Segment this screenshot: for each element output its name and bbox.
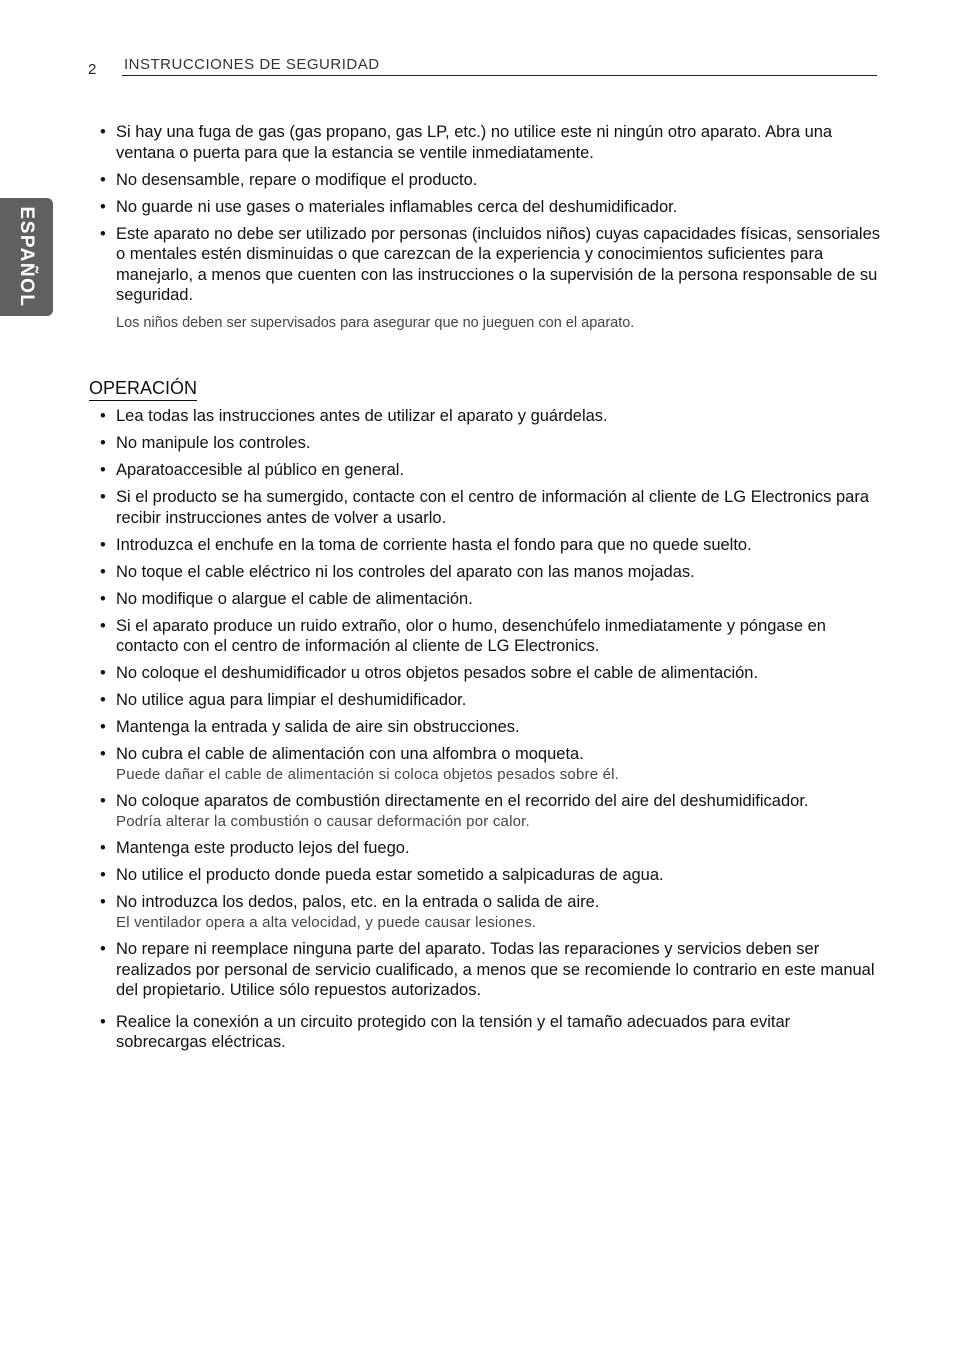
- bullet-icon: •: [100, 434, 106, 452]
- operation-list: [100, 406, 880, 1053]
- list-item: [100, 892, 880, 933]
- bullet-icon: •: [100, 664, 106, 682]
- item-text: No modifique o alargue el cable de alimentación.: [116, 589, 473, 608]
- item-text: No utilice agua para limpiar el deshumidificador.: [116, 691, 467, 709]
- item-text: Aparatoaccesible al público en general.: [116, 461, 405, 479]
- bullet-icon: •: [100, 589, 106, 608]
- bullet-icon: •: [100, 792, 106, 810]
- bullet-icon: •: [100, 123, 106, 141]
- list-item: [100, 690, 880, 711]
- item-text: No coloque el deshumidificador u otros objetos pesados sobre el cable de alimentación.: [116, 664, 759, 682]
- list-item: [100, 616, 880, 657]
- operation-list-block: [100, 406, 880, 1059]
- bullet-icon: •: [100, 718, 106, 736]
- bullet-icon: •: [100, 224, 106, 243]
- item-text: Lea todas las instrucciones antes de utilizar el aparato y guárdelas.: [116, 407, 608, 425]
- page-number: 2: [88, 61, 97, 78]
- bullet-icon: •: [100, 866, 106, 884]
- item-text: Este aparato no debe ser utilizado por personas (incluidos niños) cuyas capacidades físicas, sensoriales o mentales estén disminuidas o que carezcan de la experiencia y conocimientos suficientes para manejarlo, a menos que cuenten con las instrucciones o la supervisión de la persona responsable de su seguridad.: [116, 224, 881, 304]
- bullet-icon: •: [100, 940, 106, 958]
- list-item: [100, 744, 880, 785]
- bullet-icon: •: [100, 745, 106, 763]
- bullet-icon: •: [100, 839, 106, 857]
- item-text: No introduzca los dedos, palos, etc. en la entrada o salida de aire.: [116, 893, 600, 911]
- bullet-icon: •: [100, 893, 106, 911]
- item-text: Mantenga la entrada y salida de aire sin obstrucciones.: [116, 718, 520, 736]
- item-text: Si el aparato produce un ruido extraño, olor o humo, desenchúfelo inmediatamente y póngase en contacto con el centro de información al cliente de LG Electronics.: [116, 616, 826, 655]
- item-note: Podría alterar la combustión o causar deformación por calor.: [116, 812, 530, 830]
- item-text: No repare ni reemplace ninguna parte del aparato. Todas las reparaciones y servicios deben ser realizados por personal de servicio cualificado, a menos que se recomiende lo contrario en este manual del propietario. Utilice sólo repuestos autorizados.: [116, 940, 875, 999]
- list-item: [100, 663, 880, 684]
- bullet-icon: •: [100, 488, 106, 506]
- list-item: [100, 433, 880, 454]
- item-text: No utilice el producto donde pueda estar sometido a salpicaduras de agua.: [116, 866, 664, 884]
- item-note: El ventilador opera a alta velocidad, y puede causar lesiones.: [116, 913, 537, 931]
- bullet-icon: •: [100, 1012, 106, 1031]
- bullet-icon: •: [100, 197, 106, 216]
- item-text: No cubra el cable de alimentación con una alfombra o moqueta.: [116, 745, 584, 763]
- bullet-icon: •: [100, 535, 106, 554]
- bullet-icon: •: [100, 170, 106, 189]
- list-item: [100, 406, 880, 427]
- bullet-icon: •: [100, 691, 106, 709]
- list-item: [100, 562, 880, 583]
- item-text: No coloque aparatos de combustión directamente en el recorrido del aire del deshumidificador.: [116, 792, 809, 810]
- item-text: Mantenga este producto lejos del fuego.: [116, 839, 410, 857]
- list-item: [100, 460, 880, 481]
- item-text: Si hay una fuga de gas (gas propano, gas LP, etc.) no utilice este ni ningún otro aparato. Abra una ventana o puerta para que la estancia se ventile inmediatamente.: [116, 123, 833, 162]
- item-text: Si el producto se ha sumergido, contacte con el centro de información al cliente de LG Electronics para recibir instrucciones antes de volver a usarlo.: [116, 488, 869, 527]
- item-text: No desensamble, repare o modifique el producto.: [116, 170, 478, 189]
- header-title: INSTRUCCIONES DE SEGURIDAD: [124, 56, 380, 73]
- list-item: [100, 122, 880, 163]
- item-text: Realice la conexión a un circuito protegido con la tensión y el tamaño adecuados para evitar sobrecargas eléctricas.: [116, 1012, 791, 1051]
- list-item: [100, 717, 880, 738]
- bullet-icon: •: [100, 407, 106, 425]
- list-item: [100, 589, 880, 610]
- item-text: No manipule los controles.: [116, 434, 311, 452]
- children-supervision-note: Los niños deben ser supervisados para asegurar que no jueguen con el aparato.: [116, 315, 635, 331]
- bullet-icon: •: [100, 461, 106, 479]
- list-item: [100, 791, 880, 832]
- list-item: [100, 1012, 880, 1053]
- list-item: [100, 197, 880, 218]
- list-item: [100, 939, 880, 1001]
- item-note: Puede dañar el cable de alimentación si coloca objetos pesados sobre él.: [116, 765, 620, 783]
- list-item: [100, 865, 880, 886]
- item-text: No guarde ni use gases o materiales inflamables cerca del deshumidificador.: [116, 197, 678, 216]
- safety-list: [100, 122, 880, 306]
- list-item: [100, 535, 880, 556]
- safety-list-block: [100, 122, 880, 312]
- header-divider: [122, 75, 877, 76]
- list-item: [100, 838, 880, 859]
- item-text: Introduzca el enchufe en la toma de corriente hasta el fondo para que no quede suelto.: [116, 535, 752, 554]
- language-side-tab: [0, 198, 53, 316]
- list-item: [100, 487, 880, 528]
- bullet-icon: •: [100, 562, 106, 581]
- bullet-icon: •: [100, 616, 106, 635]
- list-item: [100, 224, 880, 306]
- item-text: No toque el cable eléctrico ni los controles del aparato con las manos mojadas.: [116, 562, 695, 581]
- language-side-tab-label: ESPAÑOL: [16, 206, 37, 308]
- operation-heading: OPERACIÓN: [89, 377, 197, 401]
- list-item: [100, 170, 880, 191]
